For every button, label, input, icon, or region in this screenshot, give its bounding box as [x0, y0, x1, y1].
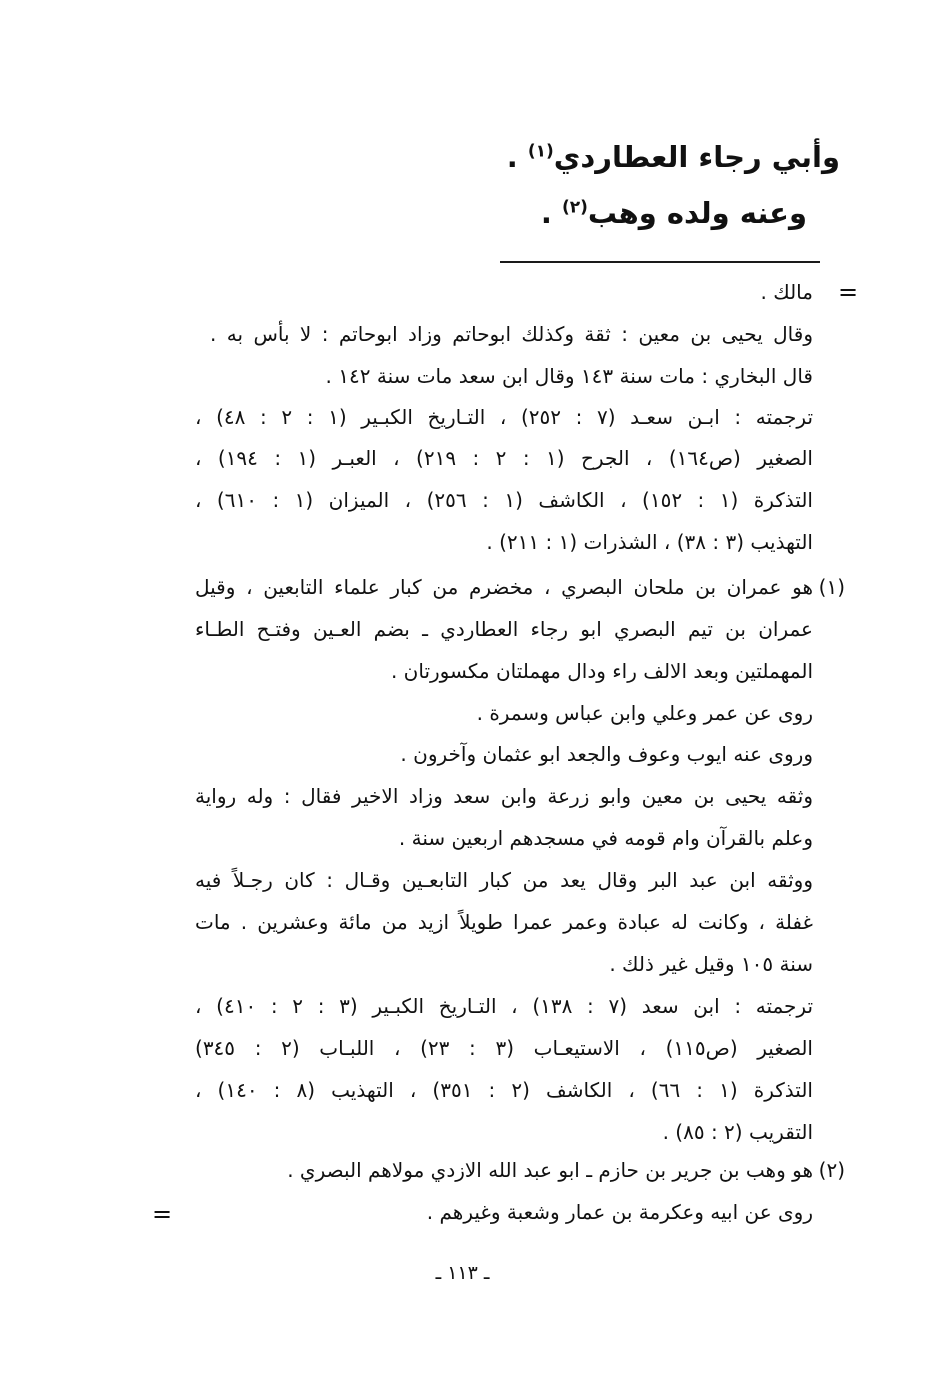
continued-note-line: قال البخاري : مات سنة ١٤٣ وقال ابن سعد مات سنة ١٤٢ .: [325, 364, 813, 388]
continued-note-line: التذكرة (١ : ١٥٢) ، الكاشف (١ : ٢٥٦) ، الميزان (١ : ٦١٠) ،: [195, 488, 813, 512]
continued-note-line: مالك .: [760, 280, 813, 304]
end-mark: =: [152, 1200, 173, 1228]
footnote-1-line: سنة ١٠٥ وقيل غير ذلك .: [609, 952, 813, 976]
continued-note-line: التهذيب (٣ : ٣٨) ، الشذرات (١ : ٢١١) .: [486, 530, 813, 554]
footnote-divider: [500, 261, 820, 263]
main-text-line-1: [507, 140, 840, 174]
footnote-1-line: غفلة ، وكانت له عبادة وعمر عمرا طويلاً ازيد من مائة وعشرين . مات: [195, 910, 813, 934]
page-number: ـ ١١٣ ـ: [435, 1262, 490, 1284]
footnote-2-line: روى عن ابيه وعكرمة بن عمار وشعبة وغيرهم .: [426, 1200, 813, 1224]
footnote-ref-1[interactable]: (١): [527, 141, 554, 162]
footnote-1-line: وعلم بالقرآن وام قومه في مسجدهم اربعين سنة .: [398, 826, 813, 850]
footnote-1-line: عمران بن تيم البصري ابو رجاء العطاردي ـ بضم العـين وفتـح الطـاء: [195, 617, 813, 641]
continued-note-line: وقال يحيى بن معين : ثقة وكذلك ابوحاتم وزاد ابوحاتم : لا بأس به .: [210, 322, 813, 346]
footnote-1-line: التذكرة (١ : ٦٦) ، الكاشف (٢ : ٣٥١) ، التهذيب (٨ : ١٤٠) ،: [195, 1078, 813, 1102]
footnote-number-1: (١): [818, 575, 845, 599]
main-text-line-2: [541, 196, 807, 230]
footnote-1-line: ووثقه ابن عبد البر وقال يعد من كبار التابعـين وقـال : كان رجـلاً فيه: [195, 868, 813, 892]
footnote-1-line: المهملتين وبعد الالف راء ودال مهملتان مكسورتان .: [390, 659, 813, 683]
footnote-1-line: وروى عنه ايوب وعوف والجعد ابو عثمان وآخرون .: [400, 742, 813, 766]
continuation-mark: =: [838, 278, 859, 306]
footnote-1-line: التقريب (٢ : ٨٥) .: [662, 1120, 813, 1144]
footnote-1-line: هو عمران بن ملحان البصري ، مخضرم من كبار علماء التابعين ، وقيل: [195, 575, 813, 599]
main-text-1: وأبي رجاء العطاردي: [553, 140, 840, 174]
footnote-ref-2[interactable]: (٢): [561, 197, 588, 218]
footnote-number-2: (٢): [818, 1158, 845, 1182]
footnote-1-line: روى عن عمر وعلي وابن عباس وسمرة .: [476, 701, 813, 725]
main-text-2: وعنه ولده وهب: [587, 196, 807, 230]
continued-note-line: الصغير (ص١٦٤) ، الجرح (١ : ٢ : ٢١٩) ، العبـر (١ : ١٩٤) ،: [195, 446, 813, 470]
main-text-2-end: .: [540, 196, 562, 230]
main-text-1-end: .: [506, 140, 528, 174]
footnote-1-line: ترجمته : ابن سعد (٧ : ١٣٨) ، التـاريخ الكبـير (٣ : ٢ : ٤١٠) ،: [195, 994, 814, 1018]
continued-note-line: ترجمته : ابـن سعـد (٧ : ٢٥٢) ، التـاريخ الكبـير (١ : ٢ : ٤٨) ،: [195, 405, 814, 429]
footnote-1-line: وثقه يحيى بن معين وابو زرعة وابن سعد وزاد الاخير فقال : وله رواية: [195, 784, 813, 808]
footnote-1-line: الصغير (ص١١٥) ، الاستيعـاب (٣ : ٢٣) ، اللبـاب (٢ : ٣٤٥): [195, 1036, 813, 1060]
footnote-2-line: هو وهب بن جرير بن حازم ـ ابو عبد الله الازدي مولاهم البصري .: [287, 1158, 813, 1182]
